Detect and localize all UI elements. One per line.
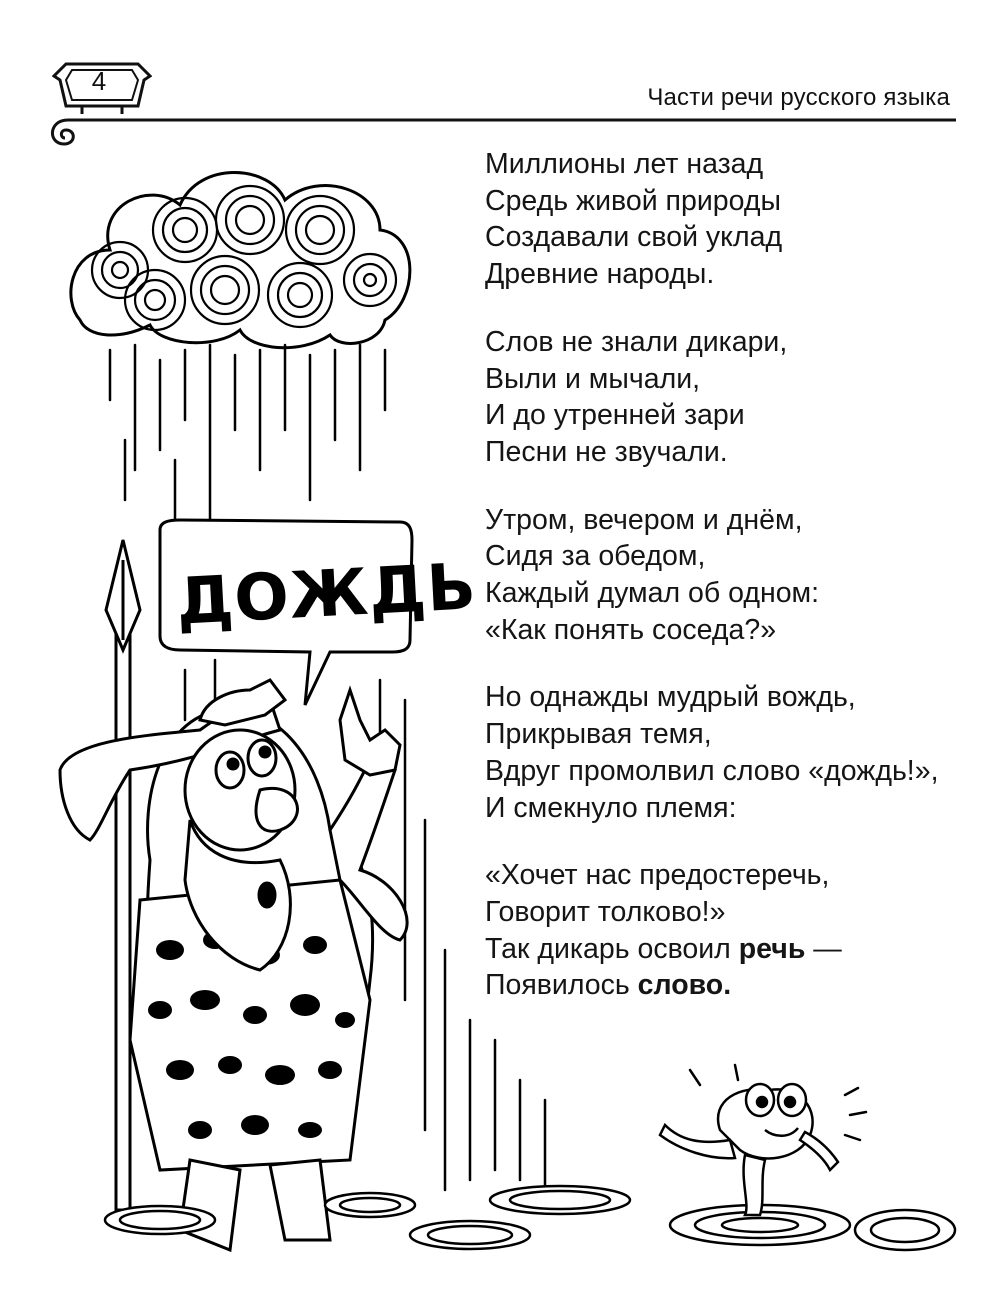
poem-line: Но однажды мудрый вождь,: [485, 681, 856, 714]
poem-line: Говорит толково!»: [485, 895, 726, 928]
poem-line: «Как понять соседа?»: [485, 613, 777, 646]
stanza-4: [485, 679, 965, 826]
poem-line: И до утренней зари: [485, 399, 745, 432]
caveman: [60, 680, 407, 1250]
poem-line: Создавали свой уклад: [485, 221, 783, 254]
poem-line-text: Появилось: [485, 969, 638, 1002]
poem-line: Сидя за обедом,: [485, 540, 706, 573]
bold-word-word: слово.: [637, 969, 732, 1002]
poem-line: Средь живой природы: [485, 184, 781, 217]
running-title: Части речи русского языка: [647, 84, 950, 111]
frog: [660, 1084, 838, 1215]
poem-line: Утром, вечером и днём,: [485, 503, 803, 536]
poem-line: [485, 967, 965, 1004]
speech-bubble: [160, 520, 479, 705]
poem-line: Вдруг промолвил слово «дождь!»,: [485, 754, 939, 787]
poem-line: Выли и мычали,: [485, 362, 701, 395]
poem-line: [485, 931, 965, 968]
speech-bubble-text: ДОЖДЬ: [174, 550, 479, 640]
poem-line-text: —: [805, 932, 842, 965]
poem-line: Слов не знали дикари,: [485, 325, 788, 358]
poem-line: Древние народы.: [485, 258, 715, 291]
poem-line: «Хочет нас предостеречь,: [485, 859, 830, 892]
poem-line: Песни не звучали.: [485, 435, 728, 468]
poem: [485, 146, 965, 1035]
stanza-1: [485, 146, 965, 293]
poem-line: Прикрывая темя,: [485, 718, 712, 751]
poem-line: Миллионы лет назад: [485, 148, 764, 180]
page-number: 4: [91, 66, 107, 96]
poem-line: Каждый думал об одном:: [485, 577, 820, 610]
stanza-3: [485, 502, 965, 649]
rain-cloud-icon: [71, 173, 410, 348]
stanza-2: [485, 324, 965, 471]
stanza-5: [485, 857, 965, 1004]
poem-line: И смекнуло племя:: [485, 791, 737, 824]
poem-line-text: Так дикарь освоил: [485, 932, 739, 965]
bold-word-speech: речь: [738, 932, 806, 965]
spear: [106, 540, 140, 1210]
